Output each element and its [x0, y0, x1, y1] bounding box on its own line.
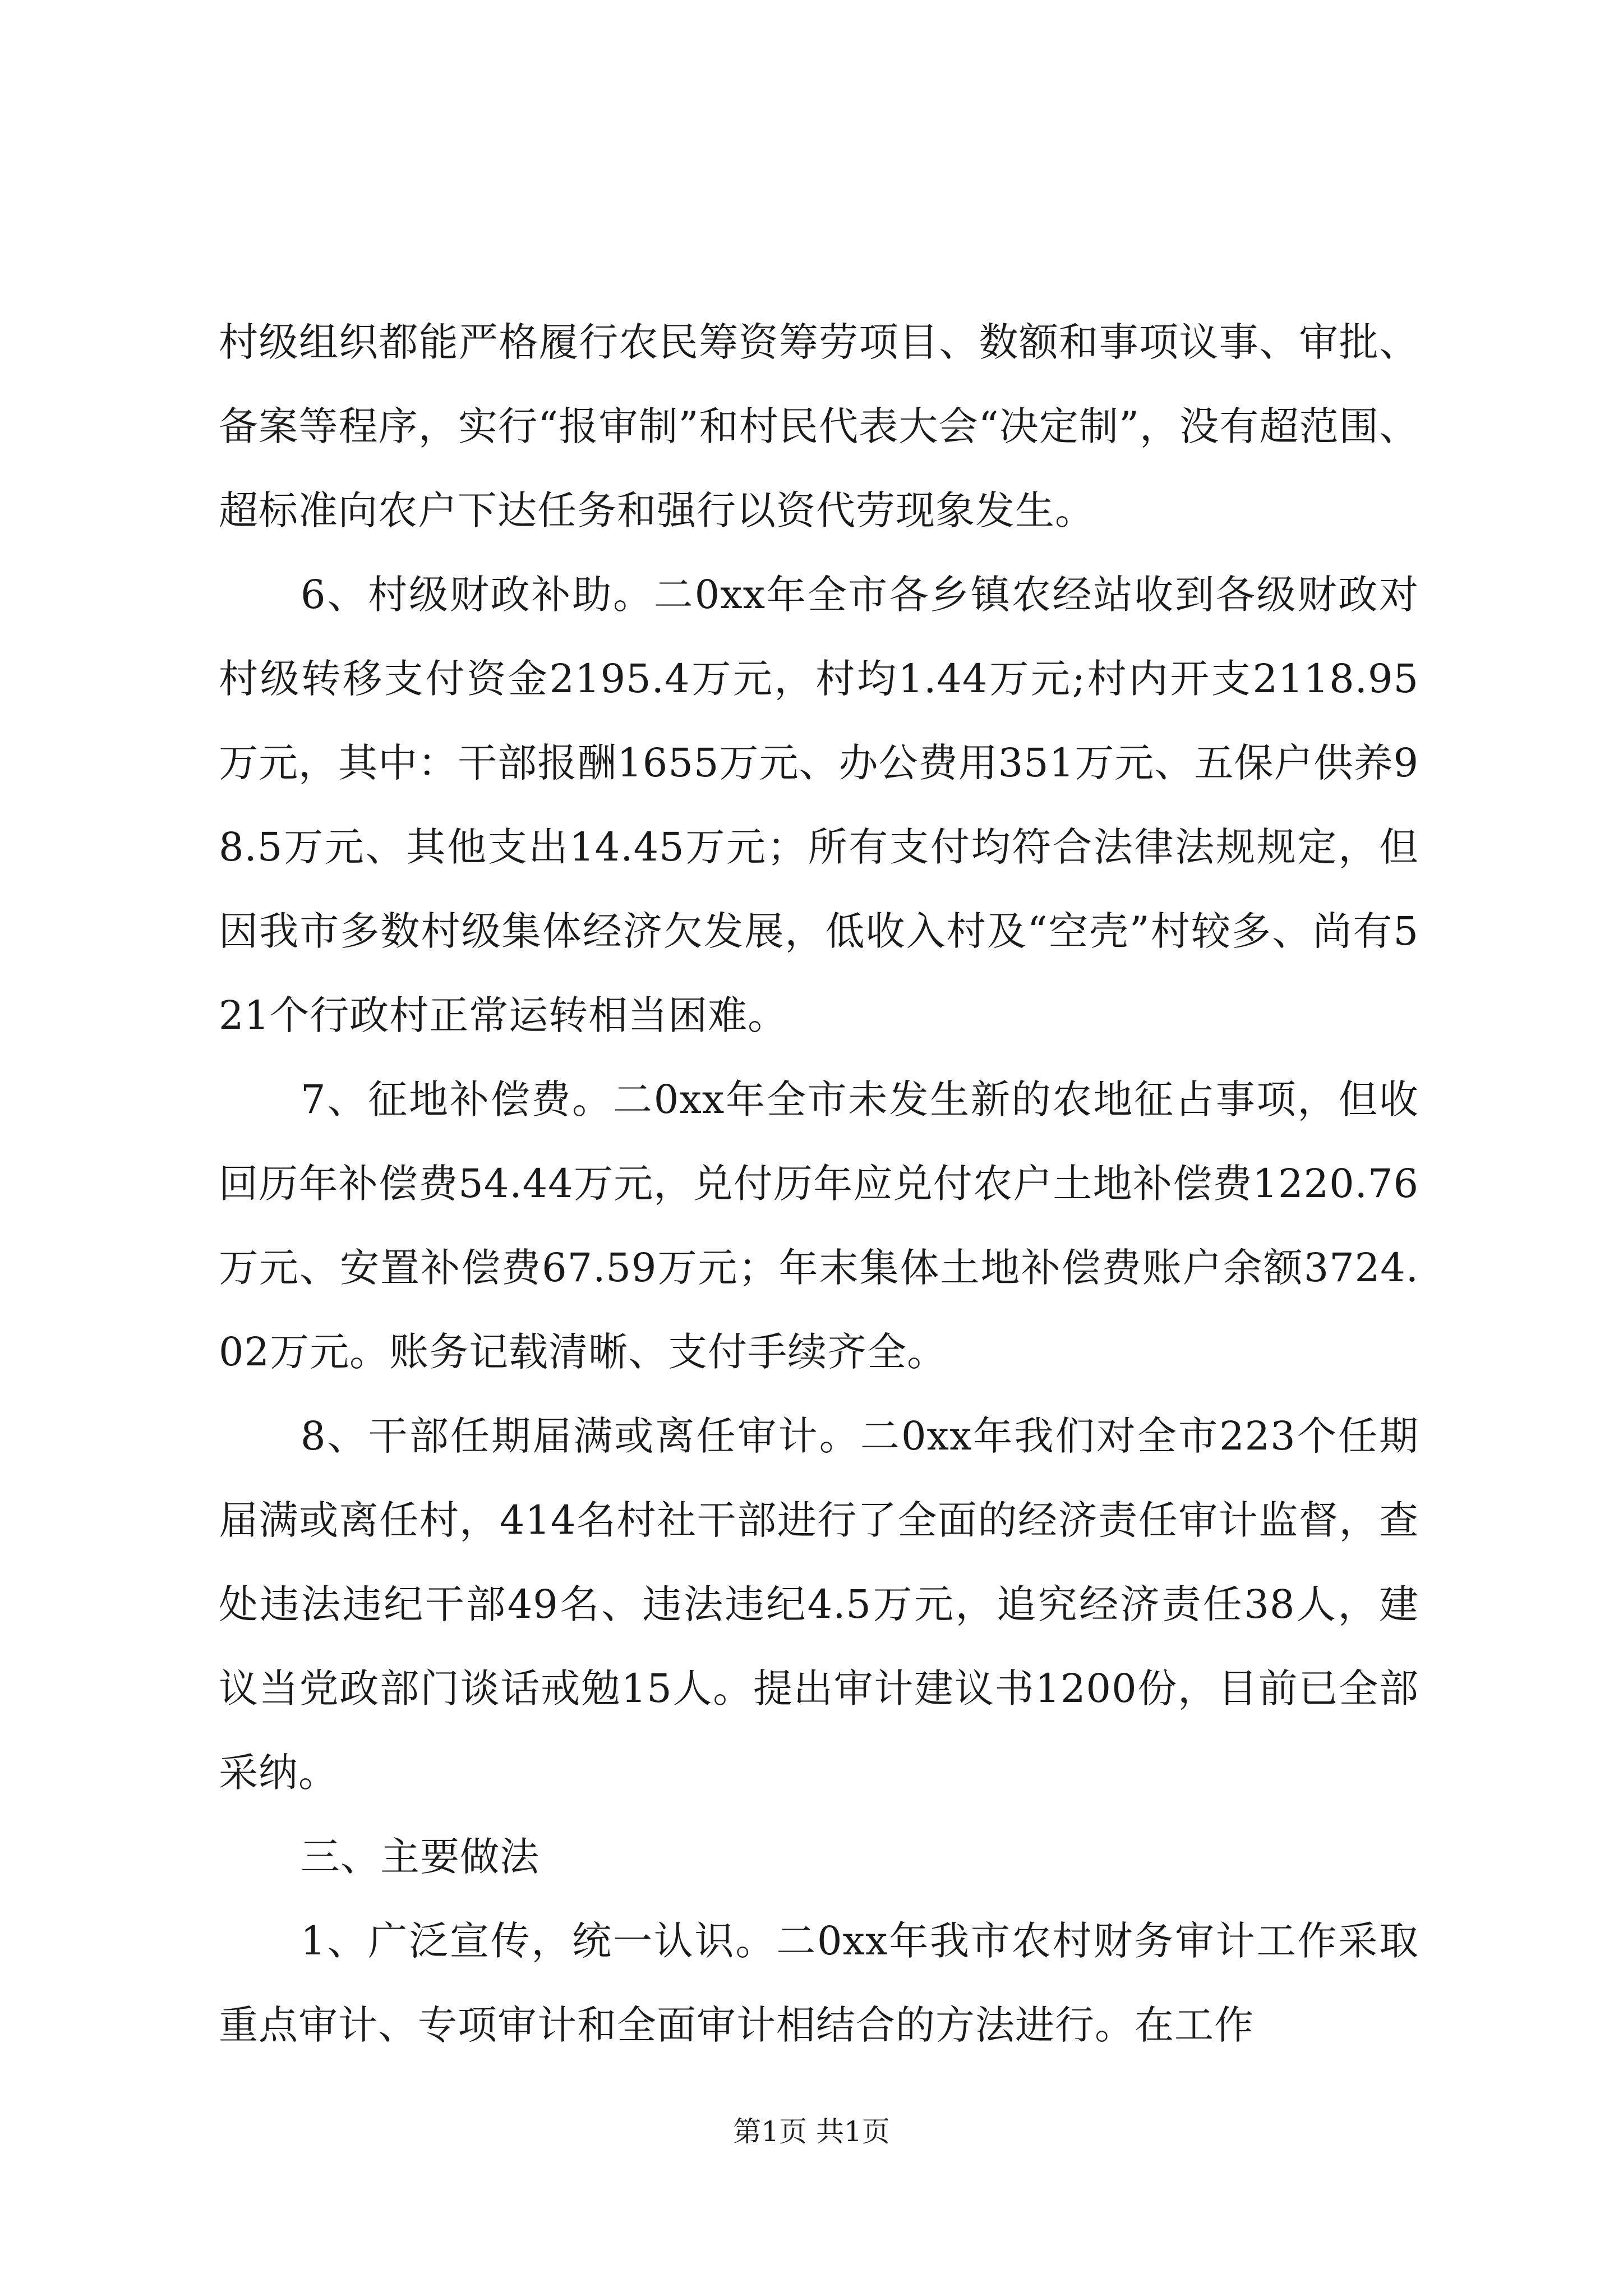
document-body	[219, 300, 1419, 2067]
paragraph-publicity: 1、广泛宣传，统一认识。二0xx年我市农村财务审计工作采取重点审计、专项审计和全面审计相结合的方法进行。在工作	[219, 1918, 1419, 2048]
paragraph-cadre-audit: 8、干部任期届满或离任审计。二0xx年我们对全市223个任期届满或离任村，414名村社干部进行了全面的经济责任审计监督，查处违法违纪干部49名、违法违纪4.5万元，追究经济责任38人，建议当党政部门谈话戒勉15人。提出审计建议书1200份，目前已全部采纳。	[219, 1413, 1419, 1796]
paragraph-village-finance-subsidy: 6、村级财政补助。二0xx年全市各乡镇农经站收到各级财政对村级转移支付资金2195.4万元，村均1.44万元;村内开支2118.95万元，其中：干部报酬1655万元、办公费用351万元、五保户供养98.5万元、其他支出14.45万元；所有支付均符合法律法规规定，但因我市多数村级集体经济欠发展，低收入村及“空壳”村较多、尚有521个行政村正常运转相当困难。	[219, 572, 1419, 1038]
section-heading-main-practices: 三、主要做法	[301, 1834, 540, 1880]
paragraph-continuation: 村级组织都能严格履行农民筹资筹劳项目、数额和事项议事、审批、备案等程序，实行“报审制”和村民代表大会“决定制”，没有超范围、超标准向农户下达任务和强行以资代劳现象发生。	[219, 319, 1419, 533]
page-number-footer: 第1页 共1页	[733, 2115, 890, 2148]
paragraph-land-compensation: 7、征地补偿费。二0xx年全市未发生新的农地征占事项，但收回历年补偿费54.44万元，兑付历年应兑付农户土地补偿费1220.76万元、安置补偿费67.59万元；年末集体土地补偿费账户余额3724.02万元。账务记载清晰、支付手续齐全。	[219, 1076, 1419, 1375]
